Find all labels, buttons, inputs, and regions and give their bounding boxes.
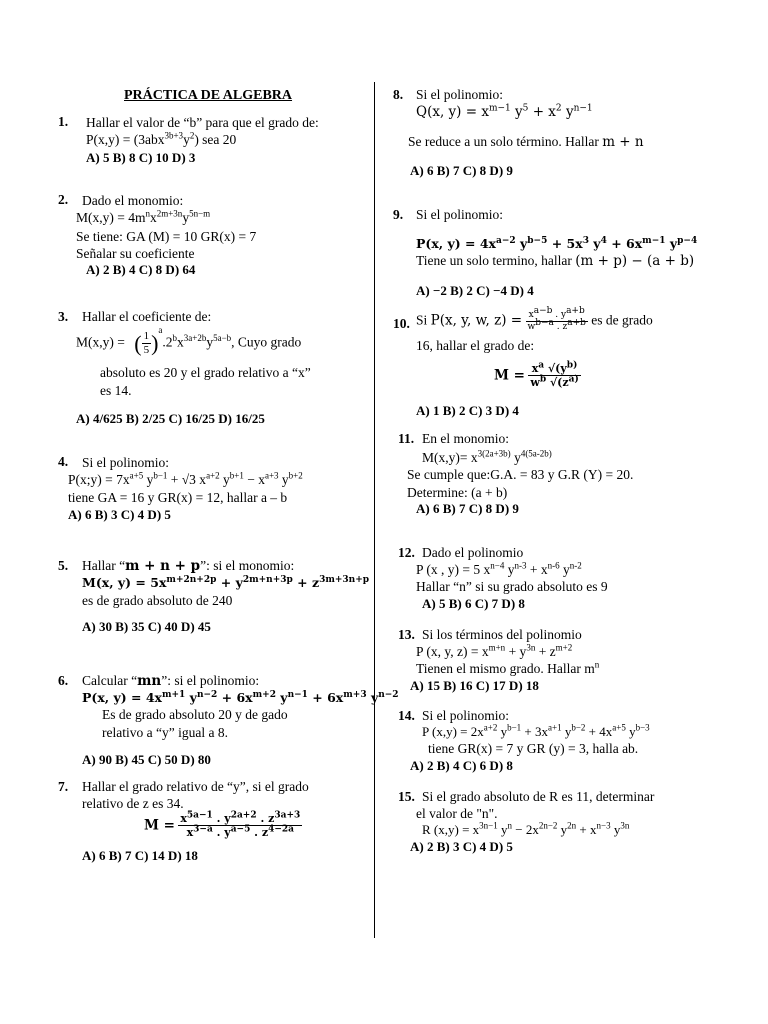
question-8-expression: Q(x, $y) = x^{m-1}$ $y^5 + x^2$ $y^{n-1}$ (416, 103, 593, 120)
question-15-expression: R $(x,y) = x^{3n-1}$ $y^n - 2x^{2n-2}$ $y^{2n} + x^{n-3}$ $y^{3n}$ (422, 820, 630, 837)
question-9-expression: P(x, $y) = 4x^{a-2}$ $y^{b-5} + 5x^3$ $y^4 + 6x^{m-1}$ $y^{p-4}$ (416, 235, 698, 251)
question-15-text: Si el grado absoluto de R es 11, determinar (422, 789, 655, 804)
question-5-text: Hallar “m + n + p”: si el monomio: (82, 558, 295, 574)
question-11-ask: Determine: (a + b) (407, 485, 508, 500)
question-11-condition: Se cumple que:G.A. = 83 y G.R (Y) = 20. (407, 467, 634, 482)
question-1-options: A) 5 B) 8 C) 10 D) 3 (86, 150, 196, 165)
question-13-number: 13. (398, 627, 415, 642)
question-14-expression: P $(x,y) = 2x^{a+2}$ $y^{b-1} + 3x^{a+1}$ $y^{b-2} + 4x^{a+5}$ $y^{b-3}$ (422, 722, 650, 739)
question-5-options: A) 30 B) 35 C) 40 D) 45 (82, 619, 211, 634)
question-9-options: A) −2 B) 2 C) −4 D) 4 (416, 283, 534, 298)
question-9-text: Si el polinomio: (416, 207, 504, 222)
question-3-expression: M(x,y) = ( $\frac{1}{5}$ )$^a.2^bx^{3a+2b}y^{5a-b}$, Cuyo grado (76, 325, 302, 356)
question-12-ask: Hallar “n” si su grado absoluto es 9 (416, 579, 608, 594)
question-14-options: A) 2 B) 4 C) 6 D) 8 (410, 758, 513, 773)
question-13-options: A) 15 B) 16 C) 17 D) 18 (410, 678, 539, 693)
question-7-text-2: relativo de z es 34. (82, 796, 184, 811)
question-6-options: A) 90 B) 45 C) 50 D) 80 (82, 752, 211, 767)
question-3-text: Hallar el coeficiente de: (82, 309, 212, 324)
question-5-condition: es de grado absoluto de 240 (82, 593, 233, 608)
question-1-expression: $P(x,y) = (3abx^{3b+3}y^2)$ sea 20 (86, 130, 237, 147)
question-6-condition: Es de grado absoluto 20 y de gado (102, 707, 288, 722)
question-6-text: Calcular “mn”: si el polinomio: (82, 673, 260, 689)
question-4-condition: tiene GA = 16 y GR(x) = 12, hallar a – b (68, 490, 288, 505)
question-5-expression: M(x, $y) = 5x^{m+2n+2p} + y^{2m+n+3p} + z^{3m+3n+p}$ (82, 574, 370, 590)
question-13-ask: Tienen el mismo grado. Hallar $m^n$ (416, 659, 600, 676)
question-8-number: 8. (393, 87, 404, 102)
question-3-condition: absoluto es 20 y el grado relativo a “x” (100, 365, 311, 380)
question-8-text: Si el polinomio: (416, 87, 504, 102)
question-3-number: 3. (58, 309, 69, 324)
question-2-number: 2. (58, 192, 69, 207)
question-14-text: Si el polinomio: (422, 708, 510, 723)
question-13-text: Si los términos del polinomio (422, 627, 582, 642)
question-11-text: En el monomio: (422, 431, 509, 446)
question-9-number: 9. (393, 207, 404, 222)
question-7-options: A) 6 B) 7 C) 14 D) 18 (82, 848, 198, 863)
column-divider (374, 82, 375, 938)
question-6-expression: P(x, $y) = 4x^{m+1}$ $y^{n-2} + 6x^{m+2}$ $y^{n-1} + 6x^{m+3}$ $y^{n-2}$ (82, 689, 399, 705)
question-2-text: Dado el monomio: (82, 193, 184, 208)
question-14-condition: tiene GR(x) = 7 y GR (y) = 3, halla ab. (428, 741, 639, 756)
question-14-number: 14. (398, 708, 415, 723)
question-2-expression: $M(x,y) = 4m^nx^{2m+3n}y^{5n-m}$ (76, 208, 211, 225)
question-10-text: 16, hallar el grado de: (416, 338, 535, 353)
question-12-number: 12. (398, 545, 415, 560)
question-2-condition: Se tiene: GA (M) = 10 GR(x) = 7 (76, 229, 257, 244)
page-title: PRÁCTICA DE ALGEBRA (124, 88, 293, 103)
question-2-options: A) 2 B) 4 C) 8 D) 64 (86, 262, 196, 277)
question-11-expression: $M(x,y)= x^{3(2a+3b)}$ $y^{4(5a-2b)}$ (422, 448, 552, 465)
question-12-options: A) 5 B) 6 C) 7 D) 8 (422, 596, 525, 611)
question-15-number: 15. (398, 789, 415, 804)
question-13-expression: P (x, y, $z) = x^{m+n} + y^{3n} + z^{m+2}$ (416, 642, 573, 659)
question-5-number: 5. (58, 558, 69, 573)
question-15-text-2: el valor de "n". (416, 806, 498, 821)
question-7-number: 7. (58, 779, 69, 794)
question-7-expression: M = $\frac{x^{5a-1} . y^{2a+2} . z^{3a+3}}{x^{3-a} . y^{a-5} . z^{4-2a}}$ (144, 810, 301, 839)
question-1-text: Hallar el valor de “b” para que el grado de: (86, 115, 319, 130)
question-3-condition-2: es 14. (100, 383, 132, 398)
question-4-expression: P(x;y) = $7x^{a+5}$ $y^{b-1} + √3$ $x^{a+2}$ $y^{b+1} - x^{a+3}$ $y^{b+2}$ (68, 470, 303, 487)
question-2-ask: Señalar su coeficiente (76, 246, 195, 261)
question-12-text: Dado el polinomio (422, 545, 524, 560)
question-6-condition-2: relativo a “y” igual a 8. (102, 725, 228, 740)
question-7-text: Hallar el grado relativo de “y”, si el grado (82, 779, 309, 794)
question-8-ask: Se reduce a un solo término. Hallar m + n (408, 134, 644, 150)
question-10-number: 10. (393, 316, 410, 331)
question-11-number: 11. (398, 431, 415, 446)
question-11-options: A) 6 B) 7 C) 8 D) 9 (416, 501, 519, 516)
question-12-expression: P (x , y) = 5 $x^{n-4}$ $y^{n-3} + x^{n-6}$ $y^{n-2}$ (416, 560, 582, 577)
question-10-m-expression: M = $\frac{x^a √(y^{b)}}{w^b √(z^{a)}}$ (494, 360, 579, 389)
question-8-options: A) 6 B) 7 C) 8 D) 9 (410, 163, 513, 178)
question-10-options: A) 1 B) 2 C) 3 D) 4 (416, 403, 519, 418)
question-4-options: A) 6 B) 3 C) 4 D) 5 (68, 507, 171, 522)
question-1-number: 1. (58, 114, 69, 129)
question-4-text: Si el polinomio: (82, 455, 170, 470)
question-9-ask: Tiene un solo termino, hallar (m + p) − (a + b) (416, 253, 695, 269)
question-15-options: A) 2 B) 3 C) 4 D) 5 (410, 839, 513, 854)
question-6-number: 6. (58, 673, 69, 688)
question-10-expression: Si P(x, y, w, z) = $\frac{x^{a-b} . y^{a+b}}{w^{b-a} . z^{a+b}}$ es de grado (416, 306, 653, 332)
question-4-number: 4. (58, 454, 69, 469)
question-3-options: A) 4/625 B) 2/25 C) 16/25 D) 16/25 (76, 411, 265, 426)
